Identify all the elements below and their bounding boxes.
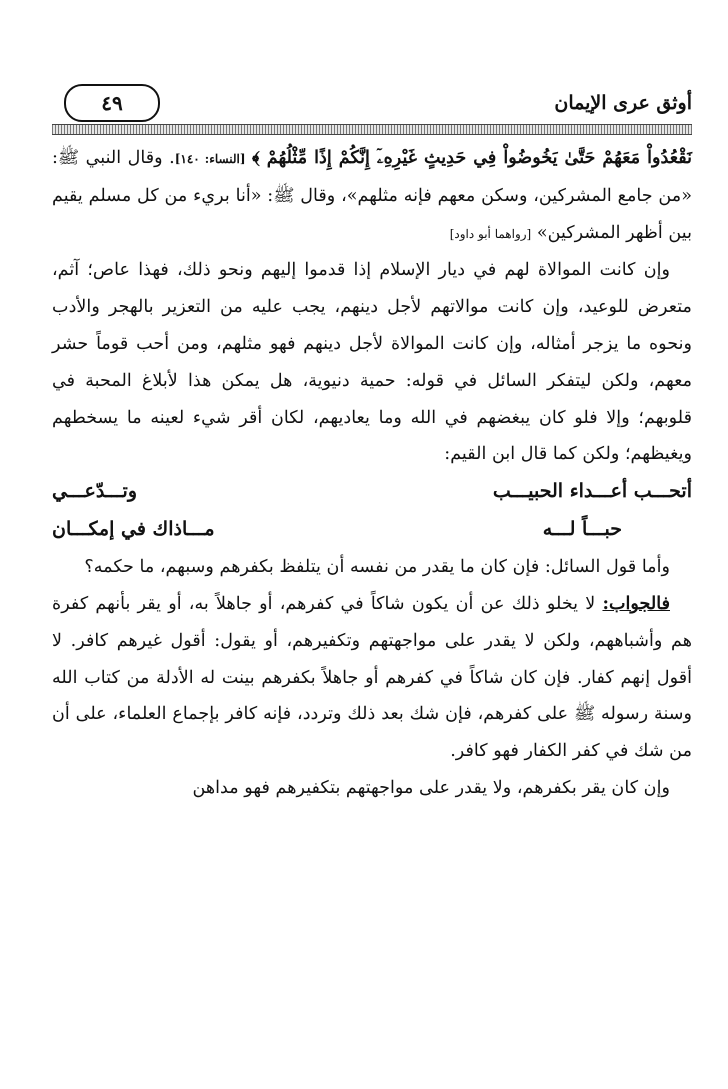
poem-line-1 xyxy=(52,473,692,511)
poem-line-2-second-hemistich: مـــاذاك في إمكـــان xyxy=(52,518,215,541)
paragraph-final: وإن كان يقر بكفرهم، ولا يقدر على مواجهتهم بتكفيرهم فهو مداهن xyxy=(192,777,670,798)
poem-line-2-first-hemistich: حبـــاً لـــه xyxy=(542,518,622,541)
answer-label: فالجواب: xyxy=(602,592,670,614)
running-title: أوثق عرى الإيمان xyxy=(554,92,692,114)
quran-reference: [النساء: ١٤٠] xyxy=(174,152,246,166)
hadith-source: [رواهما أبو داود] xyxy=(449,226,532,241)
quran-verse-text: نَقْعُدُواْ مَعَهُمْ حَتَّىٰ يَخُوضُواْ فِي حَدِيثٍ غَيْرِهِۦٓ إِنَّكُمْ إِذًا مِّثْلُهُمْ ﴾ xyxy=(251,147,693,168)
paragraph-quran-hadith xyxy=(52,140,692,252)
header-divider xyxy=(52,124,692,135)
page-body xyxy=(52,140,692,807)
poem-line-2 xyxy=(52,511,692,549)
paragraph-question: وأما قول السائل: فإن كان ما يقدر من نفسه أن يتلفظ بكفرهم وسبهم، ما حكمه؟ xyxy=(84,557,670,578)
paragraph-answer xyxy=(52,586,692,770)
paragraph-muwalat: وإن كانت الموالاة لهم في ديار الإسلام إذا قدموا إليهم ونحو ذلك، فهذا عاص؛ آثم، متعرض للوعيد، وإن كانت موالاتهم لأجل دينهم، يجب عليه من التعزير بالهجر والأدب ونحوه ما يزجر أمثاله، وإن كانت الموالاة لأجل دينهم فهو مثلهم، ومن أحب قوماً حشر معهم، ولكن ليتفكر السائل في قوله: حمية دنيوية، هل يمكن هذا لأبلاغ المحبة في قلوبهم؛ وإلا فلو كان يبغضهم في الله وما يعاديهم، لكان أقر شيء لعينه ما يسخطهم ويغيظهم؛ ولكن كما قال ابن القيم: xyxy=(52,260,692,465)
page-header xyxy=(48,84,692,124)
page-number: ٤٩ xyxy=(64,84,160,122)
answer-text: لا يخلو ذلك عن أن يكون شاكاً في كفرهم، أو جاهلاً به، أو يقر بأنهم كفرة هم وأشباههم، ولكن لا يقدر على مواجهتهم وتكفيرهم، أو يقول: أقول غيرهم كافر. لا أقول إنهم كفار. فإن كان شاكاً في كفرهم أو جاهلاً بكفرهم بينت له الأدلة من كتاب الله وسنة رسوله ﷺ على كفرهم، فإن شك بعد ذلك وتردد، فإنه كافر بإجماع العلماء، على أن من شك في كفر الكفار فهو كافر. xyxy=(52,593,692,762)
poem-line-1-second-hemistich: وتـــدّعـــي xyxy=(52,480,138,503)
hadith-text: . وقال النبي ﷺ: «من جامع المشركين، وسكن معهم فإنه مثلهم»، وقال ﷺ: «أنا بريء من كل مسلم يقيم بين أظهر المشركين» xyxy=(52,148,692,243)
poem-line-1-first-hemistich: أتحـــب أعـــداء الحبيـــب xyxy=(492,480,692,503)
